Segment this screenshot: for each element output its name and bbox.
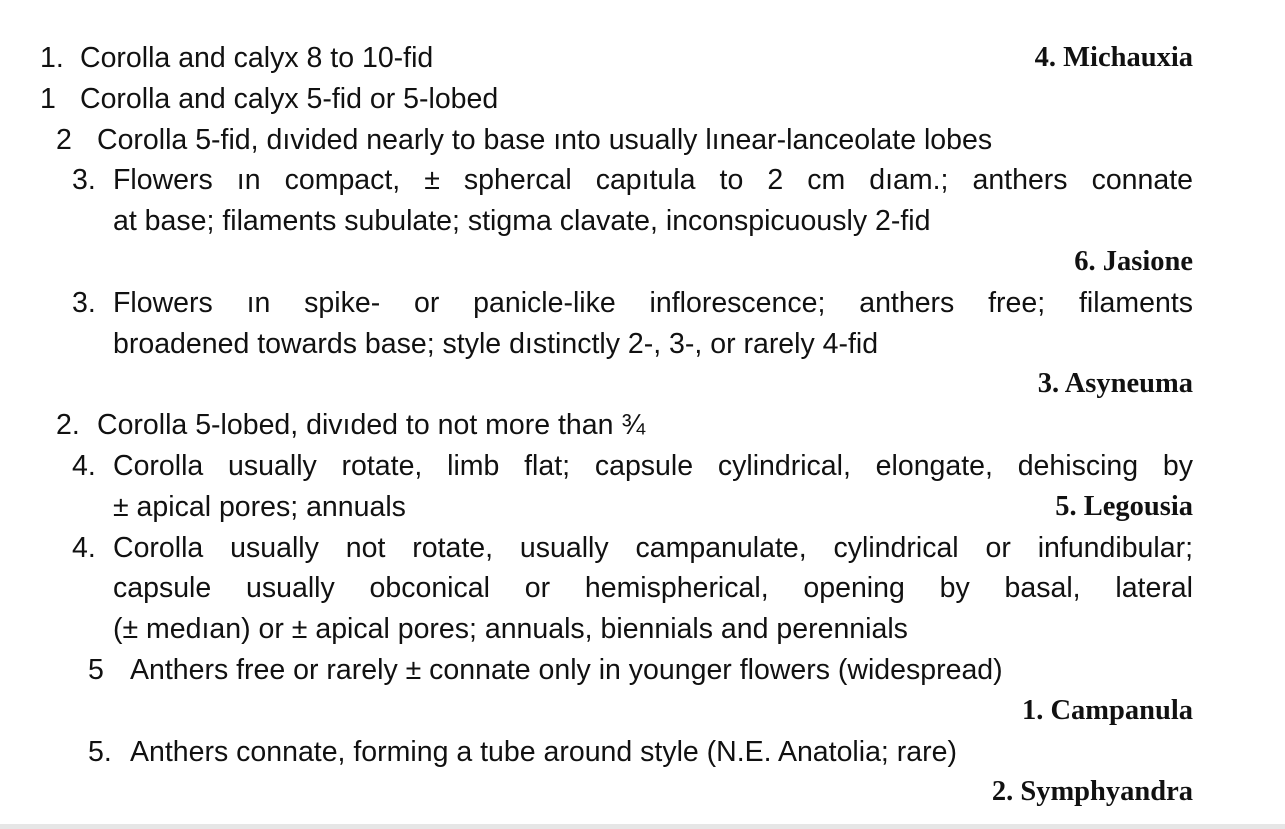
- key-line: [0, 201, 1285, 242]
- lead-text-continuation: ± apical pores; annuals: [113, 490, 406, 523]
- couplet-number: 4.: [72, 449, 96, 482]
- genus-name: 4. Michauxia: [1034, 42, 1193, 73]
- lead-text: Corolla usually not rotate, usually campanulate, cylindrical or infundibular;: [113, 531, 1193, 564]
- identification-key: [0, 38, 1285, 813]
- lead-text: Corolla and calyx 8 to 10-fid: [80, 42, 434, 74]
- lead-text: Corolla 5-fid, dıvided nearly to base ınto usually lınear-lanceolate lobes: [97, 123, 993, 156]
- couplet-number: 3.: [72, 164, 96, 197]
- key-line: [0, 446, 1285, 487]
- couplet-number: 2.: [56, 409, 80, 442]
- key-line: [0, 609, 1285, 650]
- couplet-number: 4.: [72, 531, 96, 564]
- key-line: [0, 691, 1285, 732]
- couplet-number: 5: [88, 653, 104, 686]
- lead-text-continuation: capsule usually obconical or hemispherical, opening by basal, lateral: [113, 572, 1193, 605]
- lead-text-continuation: broadened towards base; style dıstinctly 2-, 3-, or rarely 4-fid: [113, 327, 879, 360]
- couplet-number: 1: [40, 82, 56, 115]
- lead-text: Flowers ın spike- or panicle-like inflorescence; anthers free; filaments: [113, 286, 1193, 319]
- key-line: [0, 242, 1285, 283]
- key-line: [0, 38, 1285, 79]
- lead-text-continuation: at base; filaments subulate; stigma clavate, inconspicuously 2-fid: [113, 205, 931, 238]
- key-line: [0, 405, 1285, 446]
- lead-text: Anthers connate, forming a tube around style (N.E. Anatolia; rare): [130, 735, 957, 768]
- genus-name: 1. Campanula: [1021, 694, 1193, 726]
- genus-name: 5. Legousia: [1055, 490, 1193, 522]
- couplet-number: 3.: [72, 286, 96, 319]
- key-line: [0, 772, 1285, 813]
- key-line: [0, 528, 1285, 569]
- key-line: [0, 160, 1285, 201]
- key-line: [0, 120, 1285, 161]
- key-line: [0, 732, 1285, 773]
- lead-text: Corolla 5-lobed, divıded to not more than ¾: [97, 409, 646, 442]
- key-line: [0, 487, 1285, 528]
- key-line: [0, 364, 1285, 405]
- lead-text: Anthers free or rarely ± connate only in younger flowers (widespread): [130, 653, 1003, 686]
- key-line: [0, 79, 1285, 120]
- couplet-number: 2: [56, 123, 72, 156]
- lead-text: Corolla usually rotate, limb flat; capsule cylindrical, elongate, dehiscing by: [113, 449, 1193, 482]
- lead-text-continuation: (± medıan) or ± apical pores; annuals, biennials and perennials: [113, 613, 908, 646]
- couplet-number: 5.: [88, 735, 112, 768]
- key-line: [0, 568, 1285, 609]
- lead-text: Flowers ın compact, ± sphercal capıtula to 2 cm dıam.; anthers connate: [113, 164, 1193, 197]
- key-line: [0, 283, 1285, 324]
- genus-name: 6. Jasione: [1074, 245, 1193, 277]
- genus-name: 2. Symphyandra: [991, 776, 1193, 808]
- couplet-number: 1.: [40, 42, 64, 74]
- page-bottom-border: [0, 824, 1285, 829]
- lead-text: Corolla and calyx 5-fid or 5-lobed: [80, 82, 499, 115]
- genus-name: 3. Asyneuma: [1037, 368, 1193, 400]
- key-line: [0, 650, 1285, 691]
- key-line: [0, 324, 1285, 365]
